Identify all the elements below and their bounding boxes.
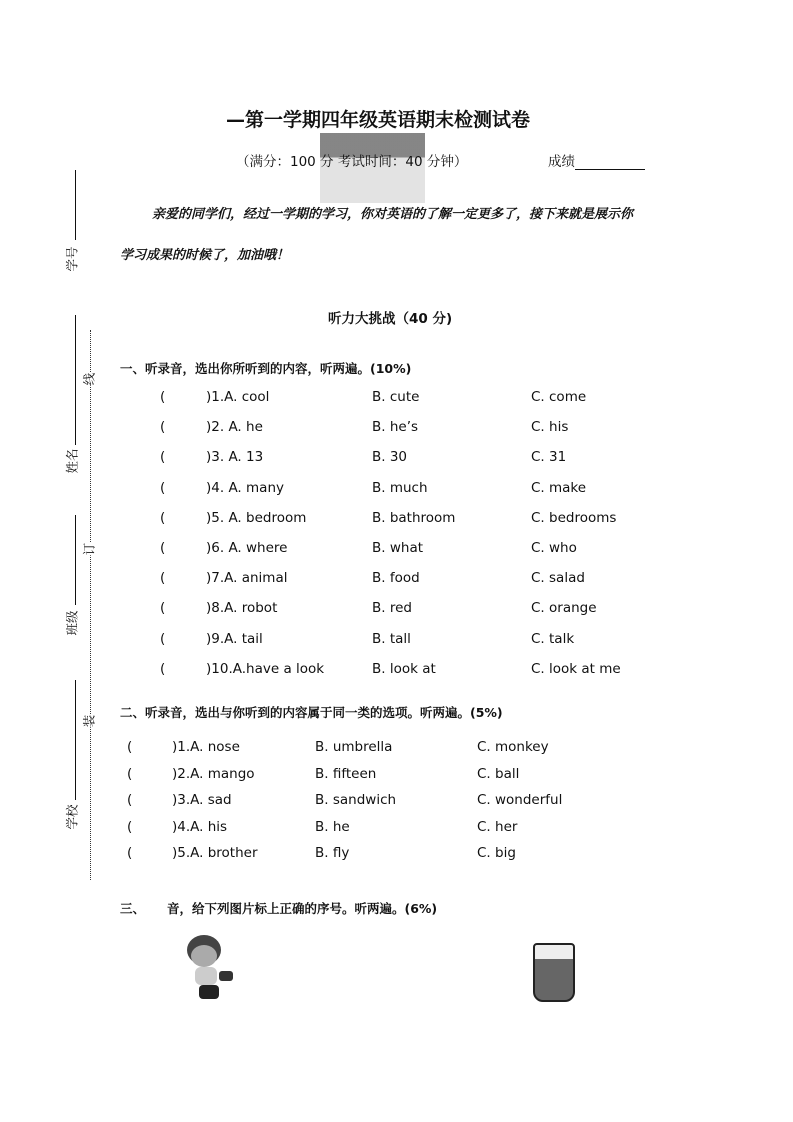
name-line <box>75 315 76 445</box>
paren-mark: ( <box>127 792 133 809</box>
item-option-a: )6. A. where <box>206 540 288 556</box>
student-no-line <box>75 170 76 240</box>
item-option-a: )1.A. cool <box>206 389 270 405</box>
paren-mark: ( <box>160 389 166 405</box>
item-option-c: C. look at me <box>531 660 621 677</box>
bind-char: 装 <box>81 714 97 728</box>
item-option-b: B. food <box>372 570 420 587</box>
name-label: 姓名 <box>64 448 80 474</box>
paren-mark: ( <box>160 509 166 526</box>
intro-line-2: 学习成果的时候了，加油哦！ <box>120 248 290 263</box>
item-option-b: B. bathroom <box>372 509 456 526</box>
item-option-b: B. what <box>372 540 424 556</box>
paren-mark: ( <box>160 540 166 556</box>
exam-info: （满分：100 分 考试时间：40 分钟） <box>236 154 468 170</box>
glass-of-juice-image <box>533 943 575 1002</box>
score-label: 成绩 <box>548 154 575 170</box>
paren-mark: ( <box>160 479 166 496</box>
item-option-c: C. who <box>531 540 577 556</box>
item-option-b: B. cute <box>372 389 420 405</box>
item-option-b: B. look at <box>372 660 436 677</box>
item-option-b: B. 30 <box>372 449 408 466</box>
paren-mark: ( <box>127 765 133 782</box>
page-title: —第一学期四年级英语期末检测试卷 <box>226 109 531 131</box>
paren-mark: ( <box>127 739 133 755</box>
intro-line-1: 亲爱的同学们，经过一学期的学习，你对英语的了解一定更多了，接下来就是展示你 <box>152 207 634 222</box>
paren-mark: ( <box>160 600 166 617</box>
score-field <box>548 150 645 170</box>
item-option-c: C. salad <box>531 570 585 587</box>
item-option-a: )1.A. nose <box>172 739 240 755</box>
bind-char: 订 <box>81 542 97 556</box>
item-option-a: )5.A. brother <box>172 845 258 862</box>
class-line <box>75 515 76 605</box>
item-option-c: C. big <box>477 845 516 862</box>
item-option-c: C. make <box>531 479 587 496</box>
school-line <box>75 680 76 800</box>
item-option-c: C. come <box>531 389 587 405</box>
item-option-a: )10.A.have a look <box>206 660 325 677</box>
listening-heading: 听力大挑战（40 分) <box>328 311 453 327</box>
paren-mark: ( <box>127 818 133 835</box>
item-option-a: )3. A. 13 <box>206 449 264 466</box>
item-option-b: B. he’s <box>372 419 419 436</box>
item-option-c: C. his <box>531 419 569 436</box>
item-option-a: )7.A. animal <box>206 570 288 587</box>
item-option-c: C. ball <box>477 765 520 782</box>
item-option-a: )5. A. bedroom <box>206 509 307 526</box>
item-option-b: B. umbrella <box>315 739 393 755</box>
student-no-label: 学号 <box>64 246 80 272</box>
item-option-a: )8.A. robot <box>206 600 278 617</box>
section3-number: 三、 <box>120 901 146 916</box>
paren-mark: ( <box>160 449 166 466</box>
item-option-c: C. her <box>477 818 518 835</box>
item-option-a: )9.A. tail <box>206 630 263 647</box>
paren-mark: ( <box>160 660 166 677</box>
item-option-c: C. bedrooms <box>531 509 617 526</box>
class-label: 班级 <box>64 610 80 636</box>
item-option-b: B. sandwich <box>315 792 397 809</box>
item-option-a: )2.A. mango <box>172 765 255 782</box>
paren-mark: ( <box>127 845 133 862</box>
item-option-b: B. he <box>315 818 350 835</box>
item-option-c: C. wonderful <box>477 792 563 809</box>
item-option-c: C. talk <box>531 630 575 647</box>
school-label: 学校 <box>64 804 80 830</box>
item-option-c: C. 31 <box>531 449 567 466</box>
skating-boy-image <box>185 935 235 1003</box>
item-option-b: B. red <box>372 600 412 617</box>
binding-dotted-line <box>90 330 91 880</box>
item-option-b: B. fifteen <box>315 765 377 782</box>
item-option-b: B. much <box>372 479 428 496</box>
item-option-a: )3.A. sad <box>172 792 232 809</box>
item-option-c: C. orange <box>531 600 597 617</box>
item-option-a: )4. A. many <box>206 479 284 496</box>
section3-title: 音，给下列图片标上正确的序号。听两遍。(6%) <box>167 901 438 916</box>
paren-mark: ( <box>160 419 166 436</box>
item-option-b: B. tall <box>372 630 411 647</box>
item-option-a: )4.A. his <box>172 818 228 835</box>
paren-mark: ( <box>160 630 166 647</box>
item-option-b: B. fly <box>315 845 350 862</box>
section2-title: 二、听录音，选出与你听到的内容属于同一类的选项。听两遍。(5%) <box>120 705 503 720</box>
item-option-a: )2. A. he <box>206 419 263 436</box>
paren-mark: ( <box>160 570 166 587</box>
section1-title: 一、听录音，选出你所听到的内容，听两遍。(10%) <box>120 361 412 376</box>
bind-char: 线 <box>81 372 97 386</box>
item-option-c: C. monkey <box>477 739 549 755</box>
